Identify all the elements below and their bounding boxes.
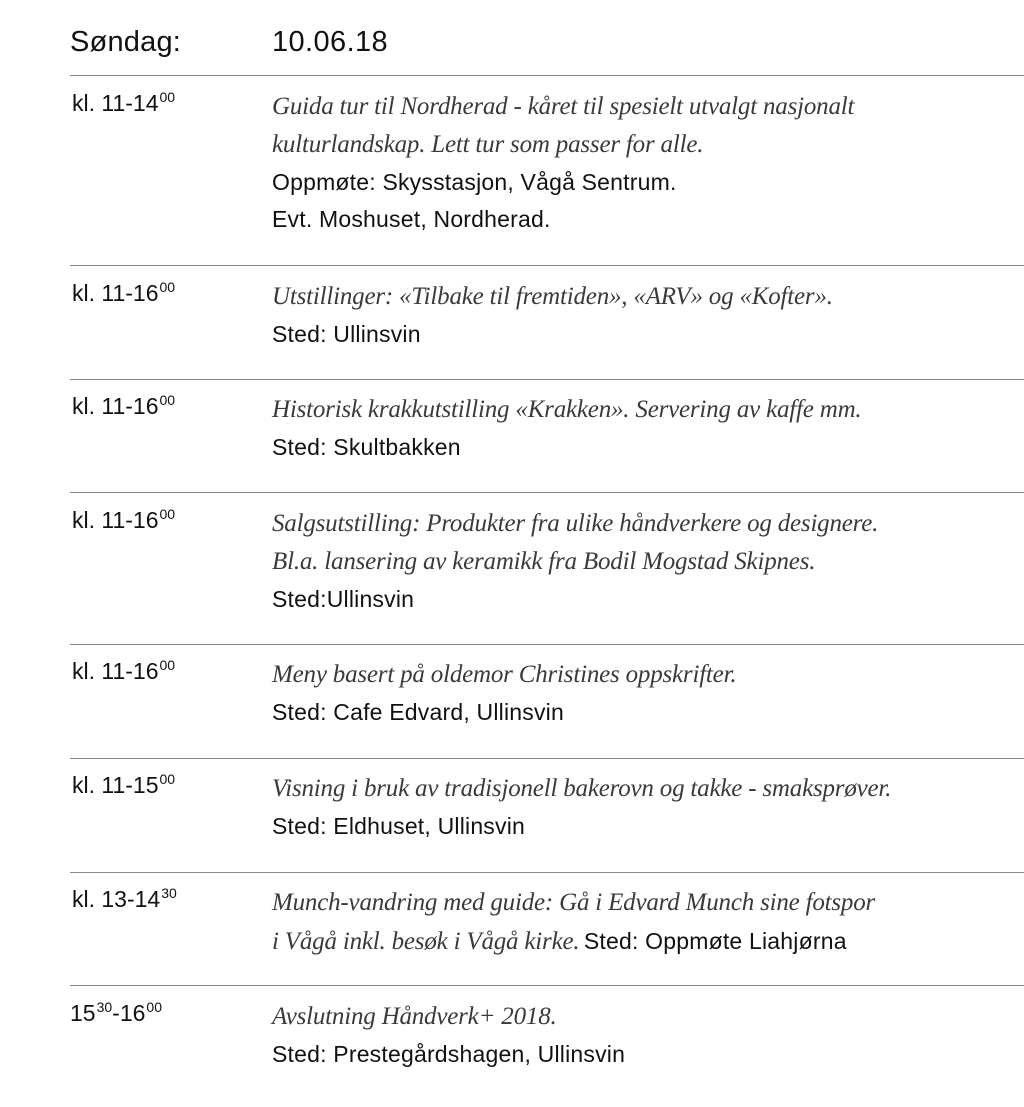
entry-time — [72, 505, 175, 535]
location-line: Sted: Prestegårdshagen, Ullinsvin — [272, 1041, 626, 1067]
time-minutes: 00 — [159, 506, 176, 522]
program-header — [0, 22, 1024, 72]
description-italic-line: Utstillinger: «Tilbake til fremtiden», «ARV» og «Kofter». — [272, 283, 833, 310]
time-main: kl. 11-14 — [72, 90, 159, 116]
divider — [70, 75, 1024, 76]
time-end-main: -16 — [112, 1000, 146, 1026]
divider — [70, 985, 1024, 986]
time-minutes: 00 — [159, 279, 176, 295]
description-italic-line: Meny basert på oldemor Christines oppskrifter. — [272, 661, 737, 688]
location-line: Sted: Eldhuset, Ullinsvin — [272, 813, 526, 839]
location-line: Evt. Moshuset, Nordherad. — [272, 206, 551, 232]
day-label: Søndag: — [70, 26, 182, 58]
description-italic-line: Salgsutstilling: Produkter fra ulike håndverkere og designere. — [272, 510, 879, 537]
divider — [70, 758, 1024, 759]
description-italic-line: Avslutning Håndverk+ 2018. — [272, 1003, 557, 1030]
description-italic-line: Guida tur til Nordherad - kåret til spesielt utvalgt nasjonalt — [272, 93, 855, 120]
time-main: kl. 11-15 — [72, 772, 159, 798]
time-main: kl. 11-16 — [72, 658, 159, 684]
divider — [70, 379, 1024, 380]
entry-description — [272, 884, 1017, 964]
time-start-minutes: 30 — [96, 999, 113, 1015]
time-minutes: 00 — [159, 657, 176, 673]
location-line: Sted:Ullinsvin — [272, 586, 415, 612]
description-italic-inline: i Vågå inkl. besøk i Vågå kirke. — [272, 928, 580, 955]
entry-time — [70, 998, 162, 1028]
time-start-main: 15 — [70, 1000, 96, 1026]
divider — [70, 492, 1024, 493]
entry-description — [272, 770, 1017, 845]
location-line: Oppmøte: Skysstasjon, Vågå Sentrum. — [272, 169, 677, 195]
entry-time — [72, 391, 175, 421]
entry-time — [72, 656, 175, 686]
time-main: kl. 13-14 — [72, 886, 161, 912]
entry-description — [272, 278, 1017, 353]
time-main: kl. 11-16 — [72, 393, 159, 419]
description-italic-line: kulturlandskap. Lett tur som passer for alle. — [272, 131, 704, 158]
entry-time — [72, 884, 177, 914]
time-end-minutes: 00 — [146, 999, 162, 1015]
time-minutes: 30 — [161, 885, 177, 901]
entry-description — [272, 505, 1017, 618]
entry-time — [72, 770, 175, 800]
entry-description — [272, 88, 1017, 238]
date-label: 10.06.18 — [272, 26, 389, 58]
location-inline: Sted: Oppmøte Liahjørna — [583, 928, 847, 954]
location-line: Sted: Cafe Edvard, Ullinsvin — [272, 699, 564, 725]
divider — [70, 644, 1024, 645]
time-minutes: 00 — [159, 392, 176, 408]
entry-description — [272, 391, 1017, 466]
description-italic-line: Historisk krakkutstilling «Krakken». Servering av kaffe mm. — [272, 396, 862, 423]
entry-description — [272, 998, 1017, 1073]
mixed-description-line — [272, 922, 1017, 964]
entry-time — [72, 88, 175, 118]
entry-time — [72, 278, 175, 308]
time-main: kl. 11-16 — [72, 507, 159, 533]
divider — [70, 265, 1024, 266]
time-minutes: 00 — [159, 771, 176, 787]
divider — [70, 872, 1024, 873]
time-main: kl. 11-16 — [72, 280, 159, 306]
entry-description — [272, 656, 1017, 731]
time-minutes: 00 — [159, 89, 176, 105]
description-italic-line: Munch-vandring med guide: Gå i Edvard Munch sine fotspor — [272, 889, 876, 916]
description-italic-line: Bl.a. lansering av keramikk fra Bodil Mogstad Skipnes. — [272, 548, 816, 575]
location-line: Sted: Skultbakken — [272, 434, 461, 460]
description-italic-line: Visning i bruk av tradisjonell bakerovn og takke - smaksprøver. — [272, 775, 892, 802]
location-line: Sted: Ullinsvin — [272, 321, 421, 347]
